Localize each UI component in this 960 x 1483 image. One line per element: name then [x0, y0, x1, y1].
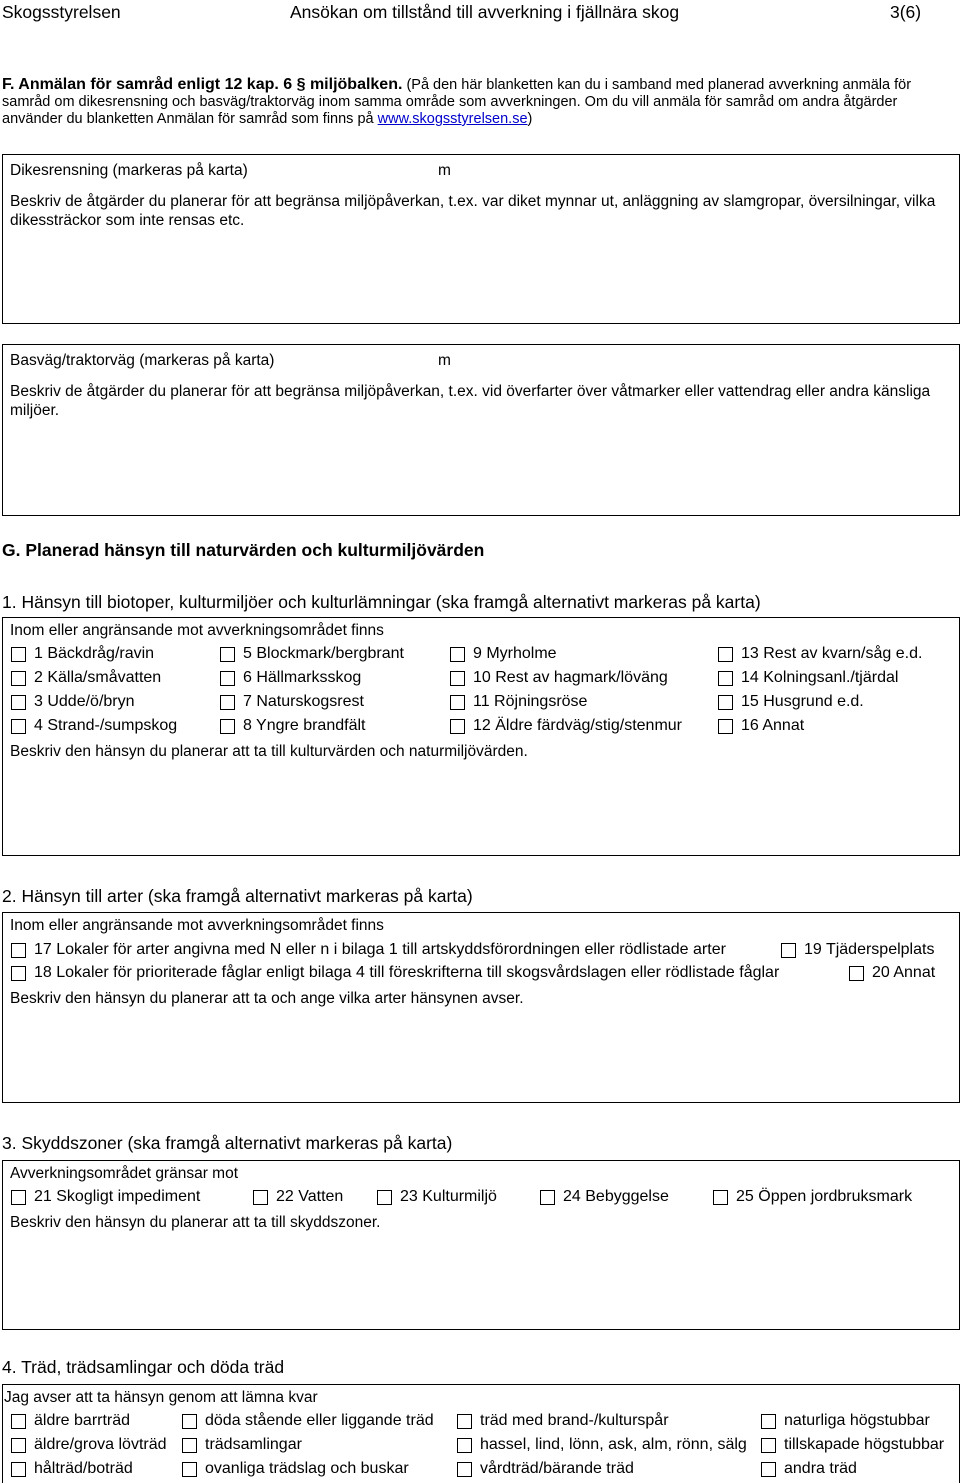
checkbox[interactable] [718, 695, 733, 710]
checkbox-label: andra träd [784, 1460, 857, 1477]
ditch-describe: Beskriv de åtgärder du planerar för att begränsa miljöpåverkan, t.ex. var diket mynnar ut, anläggning av slamgropar, översilningar, vilka dikessträckor som inte rensas etc. [10, 193, 936, 229]
checkbox[interactable] [718, 719, 733, 734]
checkbox[interactable] [253, 1190, 268, 1205]
checkbox-label: tillskapade högstubbar [784, 1436, 945, 1453]
g1-describe: Beskriv den hänsyn du planerar att ta till kulturvärden och naturmiljövärden. [10, 743, 528, 760]
checkbox[interactable] [220, 719, 235, 734]
checkbox-label: 13 Rest av kvarn/såg e.d. [741, 645, 923, 662]
checkbox-label: 22 Vatten [276, 1188, 344, 1205]
checkbox-label: 17 Lokaler för arter angivna med N eller n i bilaga 1 till artskyddsförordningen eller rödlistade arter [34, 941, 726, 958]
section-f-text: (På den här blanketten kan du i samband med planerad avverkning anmäla för samråd om dikesrensning och basväg/traktorväg inom samma område som avverkningen. Om du vill anmäla för samråd om andra åtgärder använder du blanketten Anmälan för samråd som finns på [2, 77, 912, 127]
section-g-heading: G. Planerad hänsyn till naturvärden och kulturmiljövärden [2, 540, 485, 560]
checkbox-label: 11 Röjningsröse [473, 693, 588, 710]
checkbox-label: äldre/grova lövträd [34, 1436, 167, 1453]
checkbox[interactable] [849, 966, 864, 981]
checkbox-label: 6 Hällmarksskog [243, 669, 362, 686]
checkbox-label: äldre barrträd [34, 1412, 131, 1429]
checkbox-label: hassel, lind, lönn, ask, alm, rönn, sälg [480, 1436, 747, 1453]
checkbox-label: träd med brand-/kulturspår [480, 1412, 669, 1429]
checkbox-label: 15 Husgrund e.d. [741, 693, 864, 710]
checkbox[interactable] [457, 1414, 472, 1429]
checkbox[interactable] [11, 647, 26, 662]
section-f-heading: F. Anmälan för samråd enligt 12 kap. 6 § miljöbalken. [2, 76, 403, 93]
checkbox[interactable] [718, 647, 733, 662]
checkbox[interactable] [220, 647, 235, 662]
section-f-intro [2, 76, 957, 128]
checkbox-label: 18 Lokaler för prioriterade fåglar enligt bilaga 4 till föreskrifterna till skogsvårdslagen eller rödlistade fåglar [34, 964, 780, 981]
checkbox-label: 5 Blockmark/bergbrant [243, 645, 404, 662]
checkbox[interactable] [182, 1414, 197, 1429]
checkbox[interactable] [450, 719, 465, 734]
checkbox-label: 24 Bebyggelse [563, 1188, 669, 1205]
road-label: Basväg/traktorväg (markeras på karta) [10, 352, 275, 369]
checkbox-label: 21 Skogligt impediment [34, 1188, 201, 1205]
checkbox[interactable] [450, 695, 465, 710]
checkbox-label: 25 Öppen jordbruksmark [736, 1188, 913, 1205]
g1-heading: 1. Hänsyn till biotoper, kulturmiljöer och kulturlämningar (ska framgå alternativt markeras på karta) [2, 592, 761, 612]
checkbox[interactable] [220, 695, 235, 710]
checkbox[interactable] [377, 1190, 392, 1205]
checkbox-label: trädsamlingar [205, 1436, 302, 1453]
checkbox[interactable] [11, 1414, 26, 1429]
checkbox-label: 20 Annat [872, 964, 936, 981]
g2-describe: Beskriv den hänsyn du planerar att ta och ange vilka arter hänsynen avser. [10, 990, 524, 1007]
checkbox-label: hålträd/boträd [34, 1460, 133, 1477]
g4-heading: 4. Träd, trädsamlingar och döda träd [2, 1357, 285, 1377]
checkbox[interactable] [450, 671, 465, 686]
checkbox-label: 10 Rest av hagmark/löväng [473, 669, 668, 686]
checkbox-label: naturliga högstubbar [784, 1412, 930, 1429]
checkbox-label: 19 Tjäderspelplats [804, 941, 935, 958]
checkbox-label: 16 Annat [741, 717, 805, 734]
ditch-label: Dikesrensning (markeras på karta) [10, 162, 248, 179]
checkbox-label: vårdträd/bärande träd [480, 1460, 634, 1477]
checkbox[interactable] [781, 943, 796, 958]
paren-close: ) [527, 111, 533, 127]
checkbox[interactable] [11, 1438, 26, 1453]
checkbox-label: 7 Naturskogsrest [243, 693, 364, 710]
checkbox[interactable] [713, 1190, 728, 1205]
checkbox[interactable] [11, 671, 26, 686]
g2-box-title: Inom eller angränsande mot avverkningsområdet finns [10, 917, 384, 934]
org-name: Skogsstyrelsen [2, 2, 121, 22]
checkbox-label: 4 Strand-/sumpskog [34, 717, 178, 734]
checkbox-label: 9 Myrholme [473, 645, 557, 662]
checkbox[interactable] [761, 1414, 776, 1429]
checkbox[interactable] [220, 671, 235, 686]
g3-describe: Beskriv den hänsyn du planerar att ta till skyddszoner. [10, 1214, 381, 1231]
checkbox-label: 8 Yngre brandfält [243, 717, 366, 734]
g2-heading: 2. Hänsyn till arter (ska framgå alternativt markeras på karta) [2, 886, 473, 906]
checkbox-label: 12 Äldre färdväg/stig/stenmur [473, 717, 682, 734]
checkbox[interactable] [11, 719, 26, 734]
checkbox[interactable] [11, 966, 26, 981]
g3-heading: 3. Skyddszoner (ska framgå alternativt markeras på karta) [2, 1133, 453, 1153]
checkbox[interactable] [11, 1190, 26, 1205]
checkbox[interactable] [11, 695, 26, 710]
road-unit: m [438, 352, 451, 369]
checkbox[interactable] [761, 1462, 776, 1477]
checkbox[interactable] [457, 1438, 472, 1453]
page-number: 3(6) [890, 2, 922, 22]
checkbox[interactable] [540, 1190, 555, 1205]
g1-box-title: Inom eller angränsande mot avverkningsområdet finns [10, 622, 384, 639]
ditch-unit: m [438, 162, 451, 179]
road-describe: Beskriv de åtgärder du planerar för att begränsa miljöpåverkan, t.ex. vid överfarter över våtmarker eller vattendrag eller andra känsliga miljöer. [10, 383, 931, 419]
g3-box-title: Avverkningsområdet gränsar mot [10, 1165, 239, 1182]
checkbox-label: 1 Bäckdråg/ravin [34, 645, 155, 662]
checkbox[interactable] [761, 1438, 776, 1453]
checkbox[interactable] [182, 1462, 197, 1477]
checkbox[interactable] [11, 1462, 26, 1477]
checkbox[interactable] [450, 647, 465, 662]
checkbox[interactable] [718, 671, 733, 686]
checkbox-label: ovanliga trädslag och buskar [205, 1460, 409, 1477]
g3-box [2, 1160, 960, 1330]
website-link[interactable]: www.skogsstyrelsen.se [377, 111, 528, 127]
form-title: Ansökan om tillstånd till avverkning i fjällnära skog [290, 2, 680, 22]
checkbox-label: döda stående eller liggande träd [205, 1412, 434, 1429]
checkbox-label: 2 Källa/småvatten [34, 669, 162, 686]
checkbox-label: 3 Udde/ö/bryn [34, 693, 135, 710]
checkbox[interactable] [182, 1438, 197, 1453]
checkbox-label: 23 Kulturmiljö [400, 1188, 497, 1205]
checkbox[interactable] [11, 943, 26, 958]
g4-box-title: Jag avser att ta hänsyn genom att lämna kvar [4, 1389, 318, 1406]
checkbox-label: 14 Kolningsanl./tjärdal [741, 669, 899, 686]
checkbox[interactable] [457, 1462, 472, 1477]
